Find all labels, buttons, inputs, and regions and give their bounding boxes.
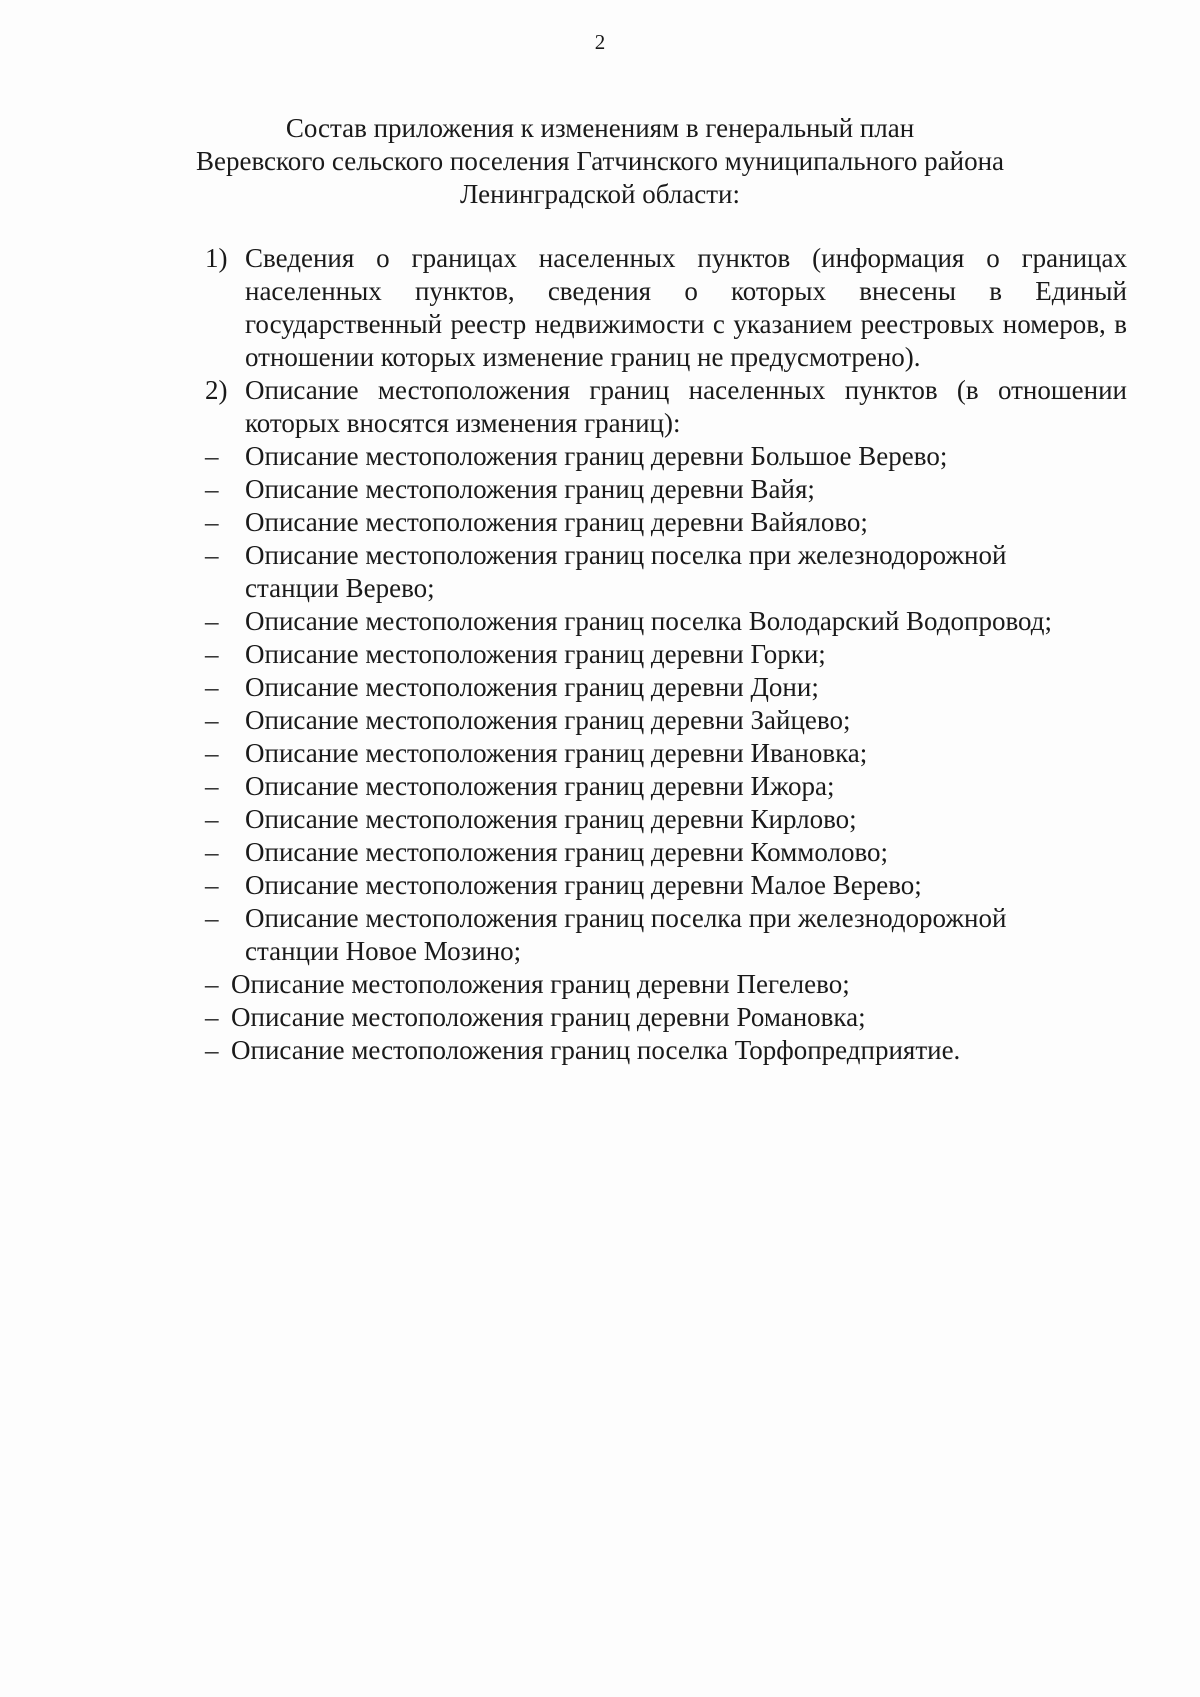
list-item: [0, 440, 1200, 473]
list-item-text: Описание местоположения границ деревни Ивановка;: [245, 738, 868, 768]
list-item-text: Описание местоположения границ деревни Кирлово;: [245, 804, 857, 834]
list-item-text: Описание местоположения границ населенных пунктов (в отношении которых вносятся изменения границ):: [245, 375, 1127, 438]
title-line-1: Состав приложения к изменениям в генеральный план: [285, 113, 915, 143]
list-item: [0, 506, 1200, 539]
list-marker: –: [205, 837, 219, 867]
list-marker: –: [205, 1002, 219, 1032]
list-item-text: Описание местоположения границ деревни Романовка;: [231, 1002, 866, 1032]
list-marker: –: [205, 804, 219, 834]
list-item: [0, 770, 1200, 803]
list-item-text: Описание местоположения границ деревни Вайялово;: [245, 507, 868, 537]
list-item: [0, 605, 1200, 638]
list-item: [0, 473, 1200, 506]
list-marker: –: [205, 969, 219, 999]
list-item: [0, 737, 1200, 770]
list-marker: –: [205, 903, 219, 933]
list-item: [0, 836, 1200, 869]
list-item-text: Описание местоположения границ деревни Ижора;: [245, 771, 835, 801]
list-item-text: Описание местоположения границ поселка при железнодорожной станции Новое Мозино;: [245, 903, 1007, 966]
list-item-text: Описание местоположения границ поселка при железнодорожной станции Верево;: [245, 540, 1007, 603]
list-marker: –: [205, 870, 219, 900]
title-line-2: Веревского сельского поселения Гатчинского муниципального района: [195, 146, 1005, 176]
list-item: [0, 968, 1200, 1001]
list-item: [0, 1001, 1200, 1034]
list-marker: –: [205, 771, 219, 801]
list-item: [0, 374, 1200, 440]
list-item-text: Описание местоположения границ деревни Коммолово;: [245, 837, 889, 867]
list-item-text: Описание местоположения границ поселка Торфопредприятие.: [231, 1035, 961, 1065]
list-marker: –: [205, 738, 219, 768]
list-item: [0, 671, 1200, 704]
list-item-text: Описание местоположения границ поселка Володарский Водопровод;: [245, 606, 1052, 636]
list-item: [0, 242, 1200, 374]
list-item-text: Описание местоположения границ деревни Дони;: [245, 672, 819, 702]
list-item-text: Сведения о границах населенных пунктов (информация о границах населенных пунктов, сведения о которых внесены в Единый государственный реестр недвижимости с указанием реестровых номеров, в отношении которых изменение границ не предусмотрено).: [245, 243, 1127, 372]
list-marker: 1): [205, 243, 228, 273]
list-item-text: Описание местоположения границ деревни Вайя;: [245, 474, 815, 504]
list-item: [0, 803, 1200, 836]
title-line-3: Ленинградской области:: [460, 179, 740, 209]
list-item-text: Описание местоположения границ деревни Горки;: [245, 639, 826, 669]
list-marker: –: [205, 1035, 219, 1065]
list-marker: –: [205, 474, 219, 504]
list-item-text: Описание местоположения границ деревни Малое Верево;: [245, 870, 922, 900]
list-item: [0, 1034, 1200, 1067]
list-marker: –: [205, 606, 219, 636]
list-marker: 2): [205, 375, 228, 405]
list-item: [0, 638, 1200, 671]
list-item: [0, 704, 1200, 737]
list-item: [0, 869, 1200, 902]
list-marker: –: [205, 672, 219, 702]
page-number: 2: [594, 30, 606, 54]
list-marker: –: [205, 540, 219, 570]
list-item-text: Описание местоположения границ деревни Большое Верево;: [245, 441, 948, 471]
list-item-text: Описание местоположения границ деревни Пегелево;: [231, 969, 850, 999]
list-marker: –: [205, 441, 219, 471]
document-title: [150, 112, 1050, 211]
list-marker: –: [205, 705, 219, 735]
list-marker: –: [205, 507, 219, 537]
list-marker: –: [205, 639, 219, 669]
list-item: [0, 539, 1200, 605]
list-item-text: Описание местоположения границ деревни Зайцево;: [245, 705, 851, 735]
list-item: [0, 902, 1200, 968]
contents-list: [0, 242, 1200, 1067]
